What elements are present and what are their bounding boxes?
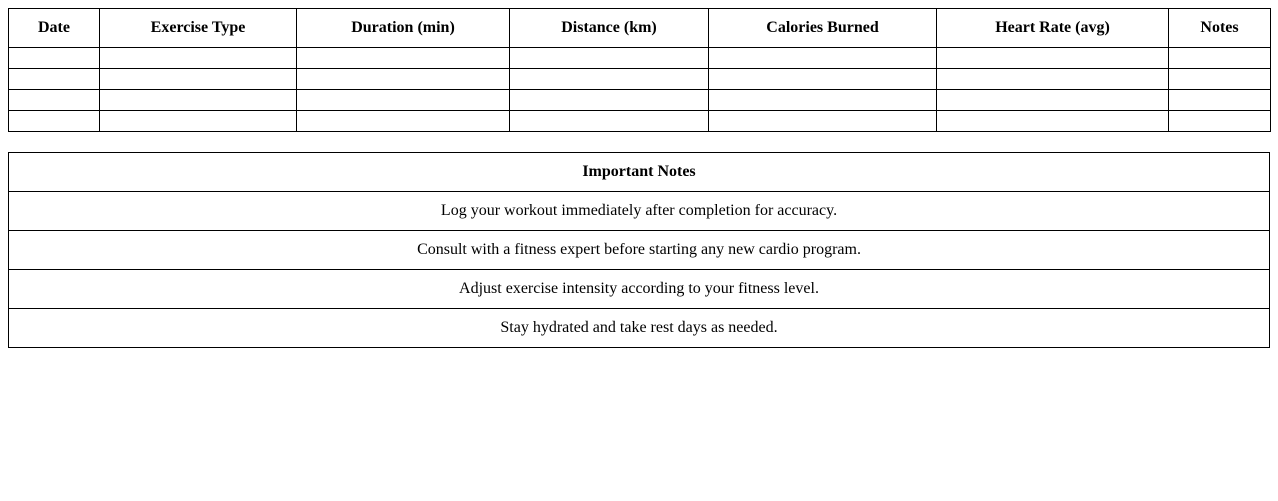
cell-exercise-type[interactable] [100, 90, 297, 111]
cell-duration[interactable] [297, 90, 510, 111]
column-header-heart-rate: Heart Rate (avg) [937, 9, 1169, 48]
cell-distance[interactable] [510, 90, 709, 111]
cell-notes[interactable] [1169, 69, 1271, 90]
note-row [9, 270, 1270, 309]
log-table-body [9, 48, 1271, 132]
cell-distance[interactable] [510, 69, 709, 90]
column-header-calories: Calories Burned [709, 9, 937, 48]
column-header-notes: Notes [1169, 9, 1271, 48]
cell-date[interactable] [9, 111, 100, 132]
cell-notes[interactable] [1169, 111, 1271, 132]
header-row [9, 9, 1271, 48]
cell-date[interactable] [9, 48, 100, 69]
note-row [9, 309, 1270, 348]
table-row [9, 69, 1271, 90]
cell-heart-rate[interactable] [937, 90, 1169, 111]
cell-exercise-type[interactable] [100, 69, 297, 90]
cell-notes[interactable] [1169, 90, 1271, 111]
notes-title: Important Notes [9, 153, 1270, 192]
cell-calories[interactable] [709, 69, 937, 90]
cell-duration[interactable] [297, 111, 510, 132]
cell-heart-rate[interactable] [937, 69, 1169, 90]
note-item: Adjust exercise intensity according to your fitness level. [9, 270, 1270, 309]
cell-exercise-type[interactable] [100, 111, 297, 132]
column-header-duration: Duration (min) [297, 9, 510, 48]
cell-calories[interactable] [709, 48, 937, 69]
notes-header-row [9, 153, 1270, 192]
cell-heart-rate[interactable] [937, 48, 1169, 69]
column-header-date: Date [9, 9, 100, 48]
note-item: Consult with a fitness expert before starting any new cardio program. [9, 231, 1270, 270]
table-row [9, 111, 1271, 132]
note-item: Log your workout immediately after completion for accuracy. [9, 192, 1270, 231]
cell-calories[interactable] [709, 111, 937, 132]
cell-duration[interactable] [297, 69, 510, 90]
cell-date[interactable] [9, 69, 100, 90]
cell-calories[interactable] [709, 90, 937, 111]
cell-duration[interactable] [297, 48, 510, 69]
cardio-log-table [8, 8, 1271, 132]
table-row [9, 90, 1271, 111]
note-item: Stay hydrated and take rest days as needed. [9, 309, 1270, 348]
cell-distance[interactable] [510, 48, 709, 69]
cell-notes[interactable] [1169, 48, 1271, 69]
column-header-distance: Distance (km) [510, 9, 709, 48]
cell-distance[interactable] [510, 111, 709, 132]
cell-date[interactable] [9, 90, 100, 111]
important-notes-table [8, 152, 1270, 348]
cell-exercise-type[interactable] [100, 48, 297, 69]
table-row [9, 48, 1271, 69]
note-row [9, 192, 1270, 231]
cell-heart-rate[interactable] [937, 111, 1169, 132]
column-header-exercise-type: Exercise Type [100, 9, 297, 48]
note-row [9, 231, 1270, 270]
